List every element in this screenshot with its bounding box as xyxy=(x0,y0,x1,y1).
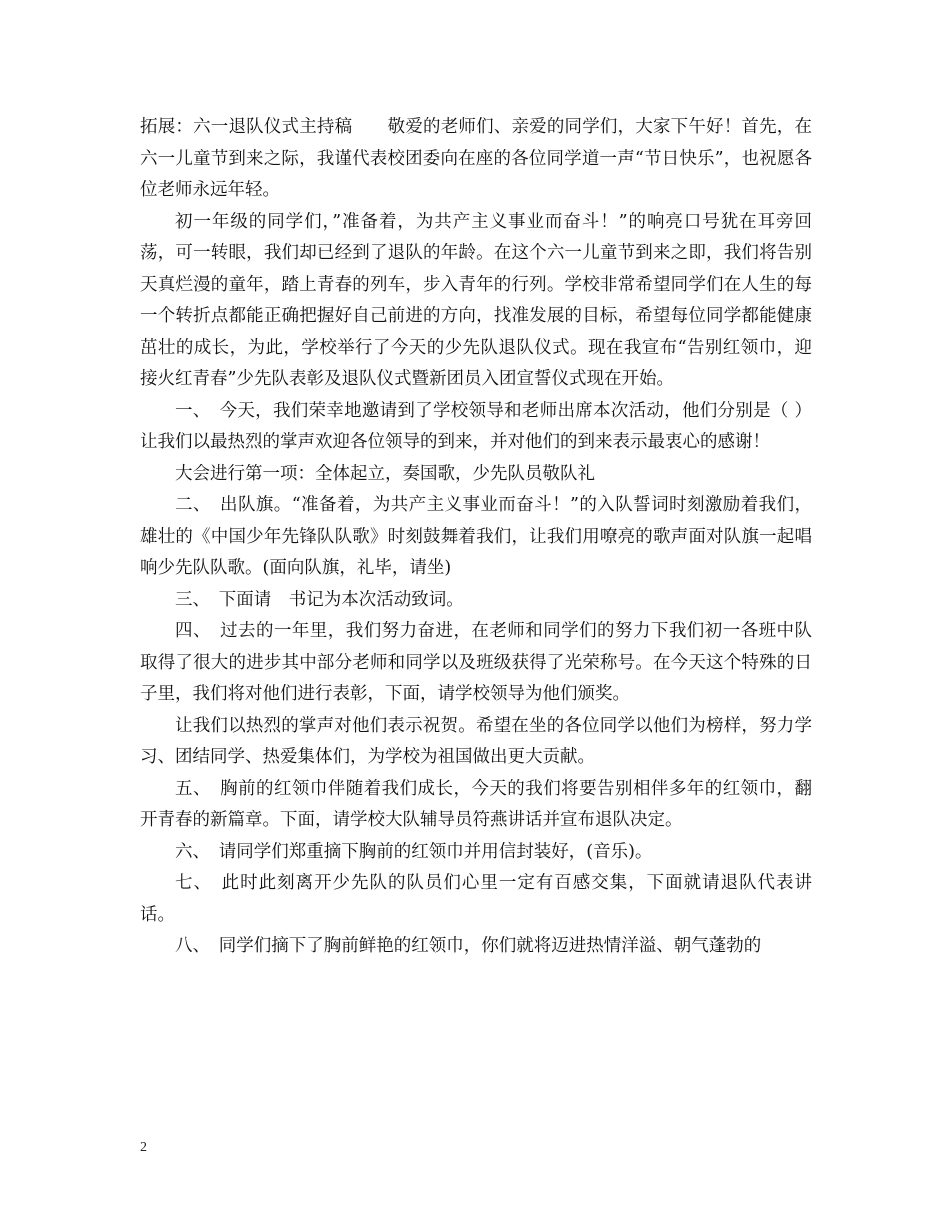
paragraph-opening: 初一年级的同学们，”准备着，为共产主义事业而奋斗！”的响亮口号犹在耳旁回荡，可一转眼，我们却已经到了退队的年龄。在这个六一儿童节到来之即，我们将告别天真烂漫的童年，踏上青春的列车，步入青年的行列。学校非常希望同学们在人生的每一个转折点都能正确把握好自己前进的方向，找准发展的目标，希望每位同学都能健康茁壮的成长，为此，学校举行了今天的少先队退队仪式。现在我宣布“告别红领巾，迎接火红青春”少先队表彰及退队仪式暨新团员入团宣誓仪式现在开始。 xyxy=(140,211,812,389)
paragraph-item-5: 五、 胸前的红领巾伴随着我们成长，今天的我们将要告别相伴多年的红领巾，翻开青春的新篇章。下面，请学校大队辅导员符燕讲话并宣布退队决定。 xyxy=(140,778,812,830)
paragraph-intro: 拓展：六一退队仪式主持稿 敬爱的老师们、亲爱的同学们，大家下午好！首先，在六一儿童节到来之际，我谨代表校团委向在座的各位同学道一声“节日快乐”，也祝愿各位老师永远年轻。 xyxy=(140,117,812,200)
page-number: 2 xyxy=(140,1140,147,1155)
paragraph-item-1: 一、 今天，我们荣幸地邀请到了学校领导和老师出席本次活动，他们分别是（ ）让我们以最热烈的掌声欢迎各位领导的到来，并对他们的到来表示最衷心的感谢！ xyxy=(140,400,812,452)
paragraph-item-4: 四、 过去的一年里，我们努力奋进，在老师和同学们的努力下我们初一各班中队取得了很大的进步其中部分老师和同学以及班级获得了光荣称号。在今天这个特殊的日子里，我们将对他们进行表彰，下面，请学校领导为他们颁奖。 xyxy=(140,621,812,704)
paragraph-item-7: 七、 此时此刻离开少先队的队员们心里一定有百感交集，下面就请退队代表讲话。 xyxy=(140,873,812,925)
paragraph-item-8: 八、 同学们摘下了胸前鲜艳的红领巾，你们就将迈进热情洋溢、朝气蓬勃的 xyxy=(175,936,762,956)
paragraph-item-6: 六、 请同学们郑重摘下胸前的红领巾并用信封装好，(音乐)。 xyxy=(175,841,653,862)
paragraph-item-3: 三、 下面请 书记为本次活动致词。 xyxy=(175,589,464,610)
paragraph-item-2: 二、 出队旗。“准备着，为共产主义事业而奋斗！”的入队誓词时刻激励着我们，雄壮的《中国少年先锋队队歌》时刻鼓舞着我们，让我们用嘹亮的歌声面对队旗一起唱响少先队队歌。(面向队旗，礼毕，请坐) xyxy=(140,495,812,578)
paragraph-congratulations: 让我们以热烈的掌声对他们表示祝贺。希望在坐的各位同学以他们为榜样，努力学习、团结同学、热爱集体们，为学校为祖国做出更大贡献。 xyxy=(140,715,812,767)
document-body xyxy=(140,112,812,963)
paragraph-anthem: 大会进行第一项：全体起立，奏国歌，少先队员敬队礼 xyxy=(175,463,595,484)
